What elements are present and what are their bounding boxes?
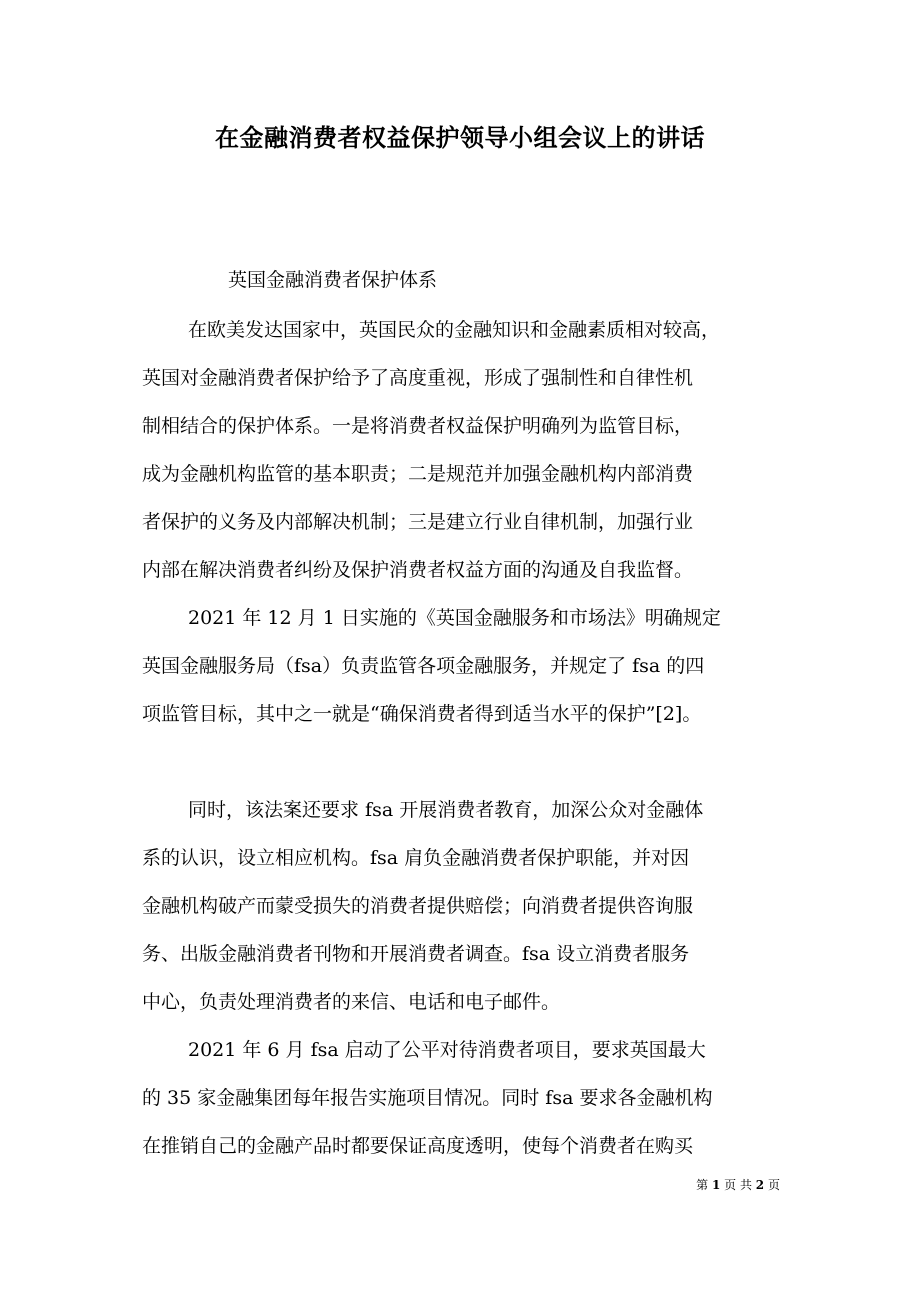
paragraph-line: 内部在解决消费者纠纷及保护消费者权益方面的沟通及自我监督。 bbox=[142, 559, 694, 581]
footer-suffix: 页 bbox=[767, 1178, 780, 1192]
paragraph-line: 的 35 家金融集团每年报告实施项目情况。同时 fsa 要求各金融机构 bbox=[142, 1087, 713, 1109]
paragraph-line: 项监管目标，其中之一就是“确保消费者得到适当水平的保护”[2]。 bbox=[142, 703, 702, 725]
document-title: 在金融消费者权益保护领导小组会议上的讲话 bbox=[215, 123, 705, 152]
paragraph-line: 英国对金融消费者保护给予了高度重视，形成了强制性和自律性机 bbox=[142, 367, 694, 389]
paragraph-line: 在欧美发达国家中，英国民众的金融知识和金融素质相对较高， bbox=[188, 319, 721, 341]
paragraph-line: 系的认识，设立相应机构。fsa 肩负金融消费者保护职能，并对因 bbox=[142, 847, 690, 869]
paragraph-line: 2021 年 6 月 fsa 启动了公平对待消费者项目，要求英国最大 bbox=[188, 1039, 706, 1061]
paragraph-line: 成为金融机构监管的基本职责；二是规范并加强金融机构内部消费 bbox=[142, 463, 694, 485]
total-pages-number: 2 bbox=[755, 1178, 765, 1192]
current-page-number: 1 bbox=[711, 1178, 721, 1192]
paragraph-line: 2021 年 12 月 1 日实施的《英国金融服务和市场法》明确规定 bbox=[188, 607, 721, 629]
paragraph-line: 英国金融服务局（fsa）负责监管各项金融服务，并规定了 fsa 的四 bbox=[142, 655, 705, 677]
paragraph-line: 在推销自己的金融产品时都要保证高度透明，使每个消费者在购买 bbox=[142, 1135, 694, 1157]
paragraph-line: 同时，该法案还要求 fsa 开展消费者教育，加深公众对金融体 bbox=[188, 799, 704, 821]
footer-middle: 页 共 bbox=[724, 1178, 752, 1192]
paragraph-line: 制相结合的保护体系。一是将消费者权益保护明确列为监管目标， bbox=[142, 415, 694, 437]
paragraph-line: 金融机构破产而蒙受损失的消费者提供赔偿；向消费者提供咨询服 bbox=[142, 895, 694, 917]
paragraph-line: 中心，负责处理消费者的来信、电话和电子邮件。 bbox=[142, 991, 561, 1013]
footer-prefix: 第 bbox=[696, 1178, 709, 1192]
paragraph-line: 者保护的义务及内部解决机制；三是建立行业自律机制，加强行业 bbox=[142, 511, 694, 533]
page-number-footer bbox=[696, 1176, 780, 1193]
section-heading: 英国金融消费者保护体系 bbox=[228, 269, 438, 291]
paragraph-line: 务、出版金融消费者刊物和开展消费者调查。fsa 设立消费者服务 bbox=[142, 943, 690, 965]
